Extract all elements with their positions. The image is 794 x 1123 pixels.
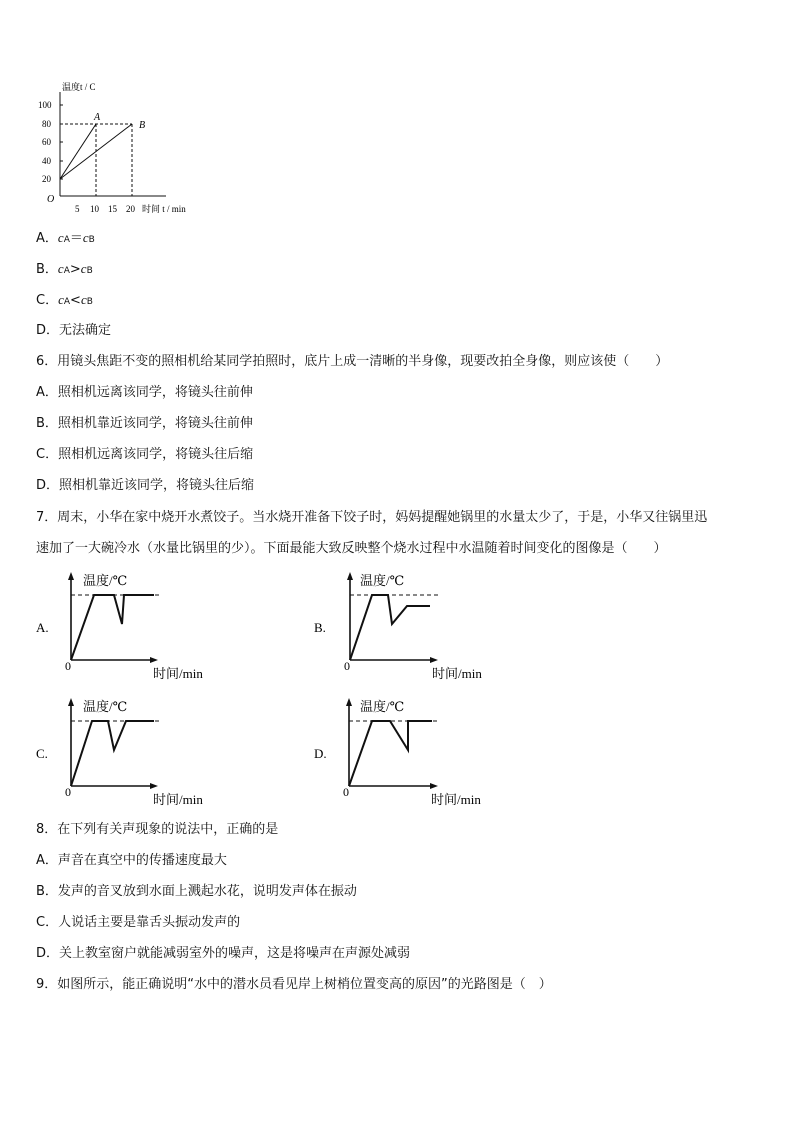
q9-stem: 9．如图所示，能正确说明“水中的潜水员看见岸上树梢位置变高的原因”的光路图是（ ） bbox=[36, 977, 552, 992]
ytick-80: 80 bbox=[42, 119, 51, 129]
q7-stem-line1: 7．周末，小华在家中烧开水煮饺子。当水烧开准备下饺子时，妈妈提醒她锅里的水量太少了，于是，小华又往锅里迅 bbox=[36, 510, 708, 525]
q5-option-c: C．cA<cB bbox=[36, 292, 93, 308]
label-b: B bbox=[139, 120, 146, 131]
fig5-ylabel: 温度t / C bbox=[62, 82, 96, 92]
q7b-option-label: B. bbox=[314, 620, 326, 635]
q7-graph-a bbox=[34, 568, 224, 686]
q7c-curve bbox=[71, 721, 154, 786]
q6-option-c: C．照相机远离该同学，将镜头往后缩 bbox=[36, 447, 254, 462]
ytick-20: 20 bbox=[42, 174, 51, 184]
q8-option-b: B．发声的音叉放到水面上溅起水花，说明发声体在振动 bbox=[36, 884, 357, 899]
q7a-curve bbox=[71, 595, 154, 660]
xtick-20: 20 bbox=[126, 204, 135, 214]
q8-option-a: A．声音在真空中的传播速度最大 bbox=[36, 853, 227, 868]
fig5-xlabel: 时间 t / min bbox=[142, 204, 186, 214]
label-a: A bbox=[94, 112, 101, 123]
q6-option-b: B．照相机靠近该同学，将镜头往前伸 bbox=[36, 416, 253, 431]
q7d-curve bbox=[349, 721, 432, 786]
q7d-xlabel: 时间/min bbox=[431, 792, 481, 807]
q8-stem: 8．在下列有关声现象的说法中，正确的是 bbox=[36, 822, 279, 837]
q7c-ylabel: 温度/℃ bbox=[83, 699, 128, 714]
q5-option-a: A．cA＝cB bbox=[36, 230, 95, 246]
q7d-option-label: D. bbox=[314, 746, 327, 761]
q8-option-c: C．人说话主要是靠舌头振动发声的 bbox=[36, 915, 241, 930]
q7b-xlabel: 时间/min bbox=[432, 666, 482, 681]
ytick-100: 100 bbox=[38, 100, 52, 110]
xtick-5: 5 bbox=[75, 204, 80, 214]
q7b-ylabel: 温度/℃ bbox=[360, 573, 405, 588]
q8-option-d: D．关上教室窗户就能减弱室外的噪声，这是将噪声在声源处减弱 bbox=[36, 946, 411, 961]
xtick-10: 10 bbox=[90, 204, 99, 214]
q7d-origin: 0 bbox=[343, 785, 349, 799]
q7c-xlabel: 时间/min bbox=[153, 792, 203, 807]
q7a-origin: 0 bbox=[65, 659, 71, 673]
q7b-curve bbox=[350, 595, 430, 660]
q6-option-d: D．照相机靠近该同学，将镜头往后缩 bbox=[36, 478, 255, 493]
q5-option-b: B．cA>cB bbox=[36, 261, 93, 277]
q7-graph-d bbox=[312, 694, 502, 812]
q5-option-d: D．无法确定 bbox=[36, 323, 112, 338]
temperature-time-figure bbox=[34, 78, 214, 220]
q7d-ylabel: 温度/℃ bbox=[360, 699, 405, 714]
q7-graph-c bbox=[34, 694, 224, 812]
q7a-ylabel: 温度/℃ bbox=[83, 573, 128, 588]
xtick-15: 15 bbox=[108, 204, 117, 214]
line-a bbox=[60, 124, 96, 179]
q7c-option-label: C. bbox=[36, 746, 48, 761]
q7-stem-line2: 速加了一大碗冷水（水量比锅里的少）。下面最能大致反映整个烧水过程中水温随着时间变化的图像是（ ） bbox=[36, 541, 667, 556]
q6-option-a: A．照相机远离该同学，将镜头往前伸 bbox=[36, 385, 253, 400]
q7b-origin: 0 bbox=[344, 659, 350, 673]
ytick-60: 60 bbox=[42, 137, 51, 147]
ytick-40: 40 bbox=[42, 156, 51, 166]
q7a-xlabel: 时间/min bbox=[153, 666, 203, 681]
q7-graph-b bbox=[312, 568, 502, 686]
q6-stem: 6．用镜头焦距不变的照相机给某同学拍照时，底片上成一清晰的半身像，现要改拍全身像，则应该使（ ） bbox=[36, 354, 669, 369]
fig5-origin: O bbox=[47, 194, 55, 205]
q7c-origin: 0 bbox=[65, 785, 71, 799]
q7a-option-label: A. bbox=[36, 620, 49, 635]
